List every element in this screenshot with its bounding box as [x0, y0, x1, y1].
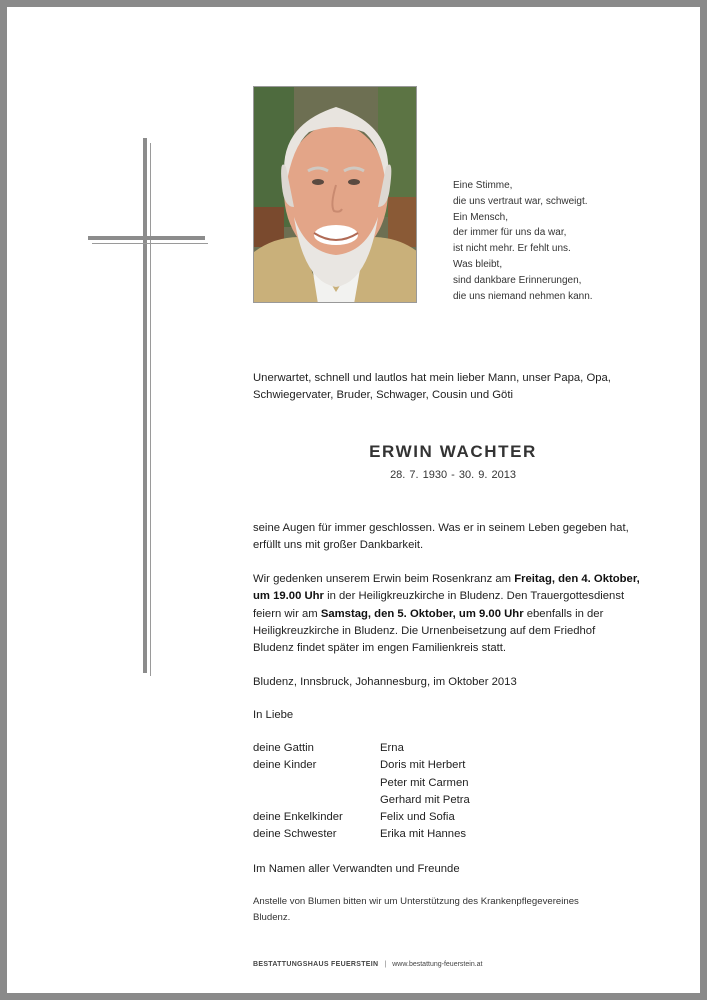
farewell-paragraph: [253, 520, 653, 555]
family-row: [253, 792, 673, 809]
cross-vertical-bar: [143, 138, 147, 673]
family-list: [253, 740, 673, 844]
paragraph-line: feiern wir am Samstag, den 5. Oktober, um 9.00 Uhr ebenfalls in der: [253, 607, 604, 620]
family-row: [253, 809, 673, 826]
family-row: [253, 826, 673, 843]
paragraph-line: seine Augen für immer geschlossen. Was er in seinem Leben gegeben hat,: [253, 522, 629, 534]
family-names: Felix und Sofia: [380, 811, 455, 824]
family-row: [253, 775, 673, 792]
in-love-label: In Liebe: [253, 709, 294, 721]
service-details-paragraph: [253, 571, 653, 657]
paragraph-line: Wir gedenken unserem Erwin beim Rosenkranz am Freitag, den 4. Oktober,: [253, 573, 640, 585]
cross-vertical-line: [150, 143, 151, 676]
family-names: Erna: [380, 742, 404, 754]
family-names: Erika mit Hannes: [380, 828, 467, 841]
family-names: Peter mit Carmen: [380, 776, 469, 789]
family-names: Gerhard mit Petra: [380, 793, 470, 806]
donation-line: Bludenz.: [253, 911, 291, 923]
paragraph-line: um 19.00 Uhr in der Heiligkreuzkirche in Bludenz. Den Trauergottesdienst: [253, 590, 625, 603]
deceased-name: ERWIN WACHTER: [369, 442, 537, 461]
paragraph-line: Bludenz findet später im engen Familienkreis statt.: [253, 642, 507, 655]
memorial-poem: [453, 178, 683, 304]
place-and-date: Bludenz, Innsbruck, Johannesburg, im Oktober 2013: [253, 676, 517, 688]
donation-note: [253, 894, 653, 925]
funeral-home-name: BESTATTUNGSHAUS FEUERSTEIN: [253, 961, 379, 968]
poem-line: ist nicht mehr. Er fehlt uns.: [453, 243, 571, 255]
portrait-photo: [253, 86, 417, 303]
rosary-date: Freitag, den 4. Oktober,: [514, 573, 640, 585]
cross-horizontal-line: [92, 243, 208, 244]
poem-line: sind dankbare Erinnerungen,: [453, 274, 582, 286]
paragraph-line: Heiligkreuzkirche in Bludenz. Die Urnenbeisetzung auf dem Friedhof: [253, 624, 596, 637]
intro-line: Schwiegervater, Bruder, Schwager, Cousin und Göti: [253, 389, 513, 402]
donation-line: Anstelle von Blumen bitten wir um Unterstützung des Krankenpflegevereines: [253, 896, 579, 907]
funeral-service-datetime: Samstag, den 5. Oktober, um 9.00 Uhr: [320, 607, 524, 620]
life-dates: 28. 7. 1930 - 30. 9. 2013: [390, 469, 516, 481]
family-row: [253, 740, 673, 757]
closing-line: Im Namen aller Verwandten und Freunde: [253, 863, 460, 875]
poem-line: die uns niemand nehmen kann.: [453, 290, 593, 302]
family-relation: deine Gattin: [253, 742, 314, 754]
poem-line: die uns vertraut war, schweigt.: [453, 195, 588, 207]
family-row: [253, 757, 673, 774]
footer-website-link[interactable]: www.bestattung-feuerstein.at: [392, 961, 483, 968]
family-relation: deine Schwester: [253, 828, 337, 841]
footer: [253, 961, 483, 968]
poem-line: Eine Stimme,: [453, 180, 513, 191]
poem-line: der immer für uns da war,: [453, 227, 567, 239]
poem-line: Was bleibt,: [453, 258, 503, 270]
family-relation: deine Kinder: [253, 759, 317, 772]
family-relation: [253, 792, 380, 809]
intro-line: Unerwartet, schnell und lautlos hat mein lieber Mann, unser Papa, Opa,: [253, 372, 611, 384]
family-names: Doris mit Herbert: [380, 759, 466, 772]
paragraph-line: erfüllt uns mit großer Dankbarkeit.: [253, 539, 424, 552]
rosary-time: um 19.00 Uhr: [253, 590, 324, 603]
footer-separator: |: [384, 961, 387, 968]
poem-line: Ein Mensch,: [453, 211, 509, 223]
cross-horizontal-bar: [88, 236, 205, 240]
family-relation: [253, 775, 380, 792]
intro-text: [253, 370, 653, 405]
family-relation: deine Enkelkinder: [253, 811, 343, 824]
